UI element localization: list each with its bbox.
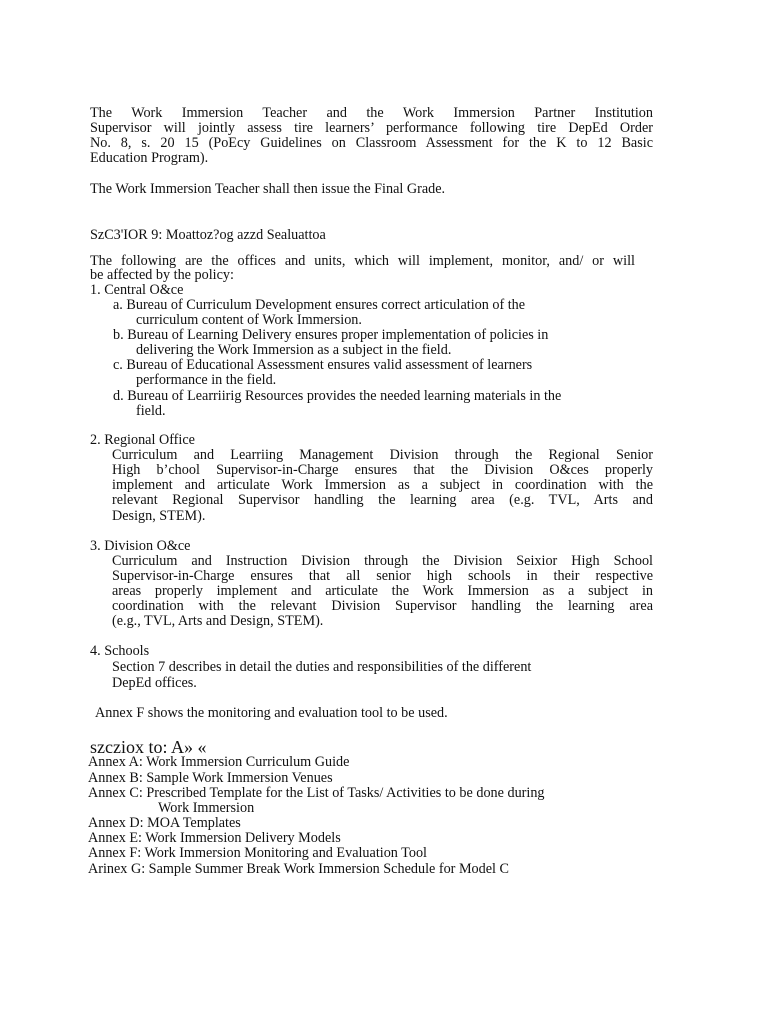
division-line-4: coordination with the relevant Division Supervisor handling the learning area — [112, 598, 653, 614]
intro-line-3: No. 8, s. 20 15 (PoEcy Guidelines on Classroom Assessment for the K to 12 Basic — [90, 135, 653, 151]
central-item-a-line-2: curriculum content of Work Immersion. — [136, 312, 362, 328]
schools-heading: 4. Schools — [90, 643, 150, 659]
annex-f: Annex F: Work Immersion Monitoring and Evaluation Tool — [88, 845, 427, 861]
regional-line-2: High b’chool Supervisor-in-Charge ensures that the Division O&ces properly — [112, 462, 653, 478]
annex-e: Annex E: Work Immersion Delivery Models — [88, 830, 341, 846]
regional-line-1: Curriculum and Learriing Management Division through the Regional Senior — [112, 447, 653, 463]
regional-office-heading: 2. Regional Office — [90, 432, 195, 448]
central-item-a-line-1: a. Bureau of Curriculum Development ensures correct articulation of the — [113, 297, 526, 313]
central-item-b-line-1: b. Bureau of Learning Delivery ensures proper implementation of policies in — [113, 327, 549, 343]
regional-line-4: relevant Regional Supervisor handling the learning area (e.g. TVL, Arts and — [112, 492, 653, 508]
section-9-title: SzC3'IOR 9: Moattoz?og azzd Sealuattoa — [90, 227, 326, 243]
intro-line-4: Education Program). — [90, 150, 209, 166]
annex-b: Annex B: Sample Work Immersion Venues — [88, 770, 333, 786]
intro-line-2: Supervisor will jointly assess tire learners’ performance following tire DepEd Order — [90, 120, 653, 136]
central-item-d-line-1: d. Bureau of Learriirig Resources provides the needed learning materials in the — [113, 388, 562, 404]
annex-g: Arinex G: Sample Summer Break Work Immersion Schedule for Model C — [88, 861, 509, 877]
central-item-c-line-2: performance in the field. — [136, 372, 277, 388]
division-line-2: Supervisor-in-Charge ensures that all senior high schools in their respective — [112, 568, 653, 584]
division-line-3: areas properly implement and articulate the Work Immersion as a subject in — [112, 583, 653, 599]
division-office-heading: 3. Division O&ce — [90, 538, 191, 554]
annex-f-note: Annex F shows the monitoring and evaluation tool to be used. — [95, 705, 448, 721]
annex-section-heading: szcziox to: A» « — [90, 737, 207, 757]
annex-c-line-2: Work Immersion — [158, 800, 255, 816]
annex-a: Annex A: Work Immersion Curriculum Guide — [88, 754, 350, 770]
division-line-1: Curriculum and Instruction Division through the Division Seixior High School — [112, 553, 653, 569]
annex-c-line-1: Annex C: Prescribed Template for the List of Tasks/ Activities to be done during — [88, 785, 545, 801]
regional-line-5: Design, STEM). — [112, 508, 206, 524]
intro-line-1: The Work Immersion Teacher and the Work Immersion Partner Institution — [90, 105, 653, 121]
central-item-d-line-2: field. — [136, 403, 166, 419]
annex-d: Annex D: MOA Templates — [88, 815, 241, 831]
schools-line-1: Section 7 describes in detail the duties and responsibilities of the different — [112, 659, 532, 675]
central-item-c-line-1: c. Bureau of Educational Assessment ensures valid assessment of learners — [113, 357, 533, 373]
section-9-lead-2: be affected by the policy: — [90, 267, 234, 283]
central-office-heading: 1. Central O&ce — [90, 282, 184, 298]
schools-line-2: DepEd offices. — [112, 675, 197, 691]
central-item-b-line-2: delivering the Work Immersion as a subject in the field. — [136, 342, 452, 358]
section-9-lead-1: The following are the offices and units, which will implement, monitor, and/ or will — [90, 253, 635, 269]
regional-line-3: implement and articulate Work Immersion as a subject in coordination with the — [112, 477, 653, 493]
final-grade-sentence: The Work Immersion Teacher shall then issue the Final Grade. — [90, 181, 446, 197]
division-line-5: (e.g., TVL, Arts and Design, STEM). — [112, 613, 324, 629]
